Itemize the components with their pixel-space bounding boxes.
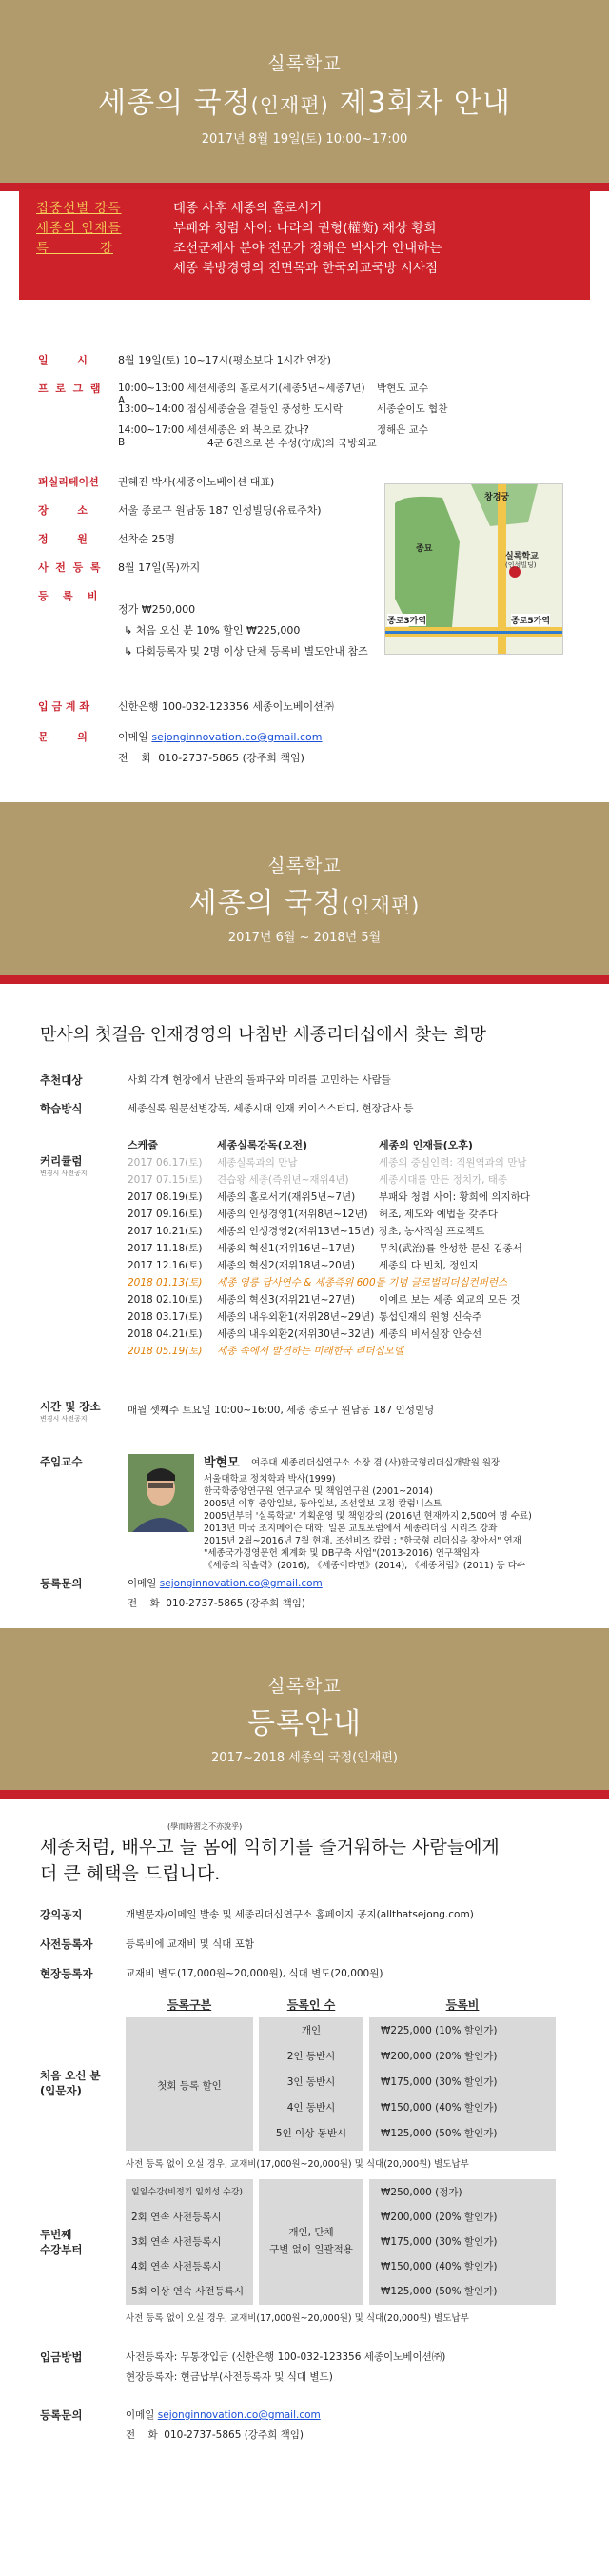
title-main: 세종의 국정 (188, 887, 343, 920)
fee-value: ₩175,000 (30% 할인가) (381, 2236, 498, 2248)
row-pm: 세종의 다 빈치, 정인지 (379, 1260, 479, 1271)
highlight-value: 부패와 청렴 사이: 나라의 권형(權衡) 재상 황희 (173, 221, 437, 236)
section-label: 강의공지 (40, 1908, 83, 1921)
info-label: 프 로 그 램 (38, 383, 101, 395)
time-note: 변경시 사전공지 (40, 1415, 88, 1423)
second-label-sub: 수강부터 (40, 2243, 83, 2256)
table-row (128, 1190, 531, 1204)
count-cell: 개인 (301, 2025, 322, 2036)
section-label: 등록문의 (40, 1577, 83, 1590)
kind-cell: 2회 연속 사전등록시 (131, 2212, 222, 2223)
row-date: 2017 06.17(토) (128, 1157, 203, 1169)
info-value: 서울 종로구 원남동 187 인성빌딩(유료주차) (118, 504, 322, 517)
table-row (128, 1207, 531, 1221)
section-label: 학습방식 (40, 1102, 83, 1115)
title-main: 세종의 국정 (98, 87, 251, 120)
section-label: 추천대상 (40, 1073, 83, 1087)
email-link[interactable]: sejonginnovation.co@gmail.com (151, 731, 323, 743)
row-date: 2017 08.19(토) (128, 1191, 203, 1203)
professor-photo (128, 1454, 194, 1532)
fee-value: ₩225,000 (10% 할인가) (381, 2025, 498, 2036)
photo-graphic (128, 1454, 194, 1532)
highlight-value: 태종 사후 세종의 홀로서기 (173, 201, 323, 216)
fee-note: 사전 등록 없이 오실 경우, 교재비(17,000원~20,000원) 및 식대(20,000원) 별도납부 (126, 2159, 469, 2170)
title-paren: (인재편) (342, 895, 421, 917)
row-am: 세종의 인생경영1(재위8년~12년) (217, 1209, 368, 1220)
info-label: 퍼실리테이션 (38, 476, 99, 488)
table-header: 세종실록강독(오전) (217, 1139, 308, 1151)
fee-value: ₩150,000 (40% 할인가) (381, 2261, 498, 2272)
banner-title (0, 79, 609, 121)
reg-slogan: 세종처럼, 배우고 늘 몸에 익히기를 즐거워하는 사람들에게 (40, 1837, 500, 1858)
info-label: 입 금 계 좌 (38, 700, 89, 713)
table-row (128, 1344, 598, 1358)
count-cell: 5인 이상 동반시 (275, 2128, 347, 2139)
table-row (128, 1241, 531, 1255)
highlight-label (36, 259, 173, 279)
kind-cell: 일일수강(비정기 일회성 수강) (131, 2188, 244, 2197)
table-row (128, 1155, 531, 1170)
highlight-row (36, 239, 573, 259)
fee-note: ↳ 처음 오신 분 10% 할인 ₩225,000 (124, 624, 301, 637)
kind-cell: 4회 연속 사전등록시 (131, 2261, 222, 2272)
highlight-row (36, 219, 573, 239)
map-label: 종로3가역 (387, 614, 426, 626)
fee-value: ₩200,000 (20% 할인가) (381, 2051, 498, 2062)
table-row (128, 1327, 531, 1341)
info-value: 8월 19일(토) 10~17시(평소보다 1시간 연장) (118, 354, 331, 366)
bio-line: 서울대학교 정치학과 박사(1999) (204, 1474, 336, 1485)
second-count-sub: 구별 없이 일괄적용 (269, 2244, 353, 2255)
program-title: 4군 6진으로 본 수성(守成)의 국방외교 (207, 438, 377, 449)
row-am: 세종의 내우외환2(재위30년~32년) (217, 1328, 375, 1340)
row-am: 견습왕 세종(즉위년~재위4년) (217, 1174, 349, 1186)
reg-contact (126, 2408, 321, 2442)
count-cell: 4인 동반시 (286, 2102, 336, 2114)
email-prefix: 이메일 (128, 1578, 160, 1589)
kind-cell: 3회 연속 사전등록시 (131, 2236, 222, 2248)
table-row (128, 1258, 531, 1272)
row-date: 2017 09.16(토) (128, 1209, 203, 1220)
professor-title: 여주대 세종리더십연구소 소장 겸 (사)한국형리더십개발원 원장 (251, 1458, 501, 1468)
time-value: 매월 셋째주 토요일 10:00~16:00, 세종 종로구 원남동 187 인성빌딩 (128, 1405, 435, 1416)
info-prereg-row (38, 560, 200, 575)
row-date: 2018 01.13(토) (128, 1277, 203, 1288)
map-label: 창경궁 (484, 493, 510, 502)
banner-registration (0, 1628, 609, 1790)
section-label: 주임교수 (40, 1455, 83, 1468)
banner-date: 2017년 6월 ~ 2018년 5월 (227, 931, 382, 945)
table-row (128, 1224, 531, 1238)
banner-school-name: 실록학교 (267, 855, 342, 876)
map-label: 실록학교 (505, 552, 539, 561)
info-value: 선착순 25명 (118, 533, 175, 545)
bio-line: 2005년부터 '실록학교' 기획운영 및 책임강의 (2016년 현재까지 2,500여 명 수료) (204, 1511, 532, 1522)
program-time: 10:00~13:00 세션A (118, 383, 206, 406)
row-date: 2018 05.19(토) (128, 1346, 203, 1357)
row-pm: 세종의 중심인력: 직원역과의 만남 (379, 1157, 527, 1169)
count-cell: 3인 동반시 (286, 2076, 336, 2088)
reg-slogan: 더 큰 혜택을 드립니다. (40, 1863, 221, 1884)
map-label: (인성빌딩) (505, 561, 537, 569)
title-paren: (인재편) (250, 94, 329, 117)
banner-school-name: 실록학교 (267, 1676, 342, 1697)
program-title: 세종술을 곁들인 풍성한 도시락 (207, 403, 343, 415)
table-header: 스케쥴 (128, 1139, 158, 1151)
row-am: 세종의 혁신3(재위21년~27년) (217, 1294, 356, 1306)
program-item (118, 402, 447, 423)
row-pm: 세종시대를 만든 정치가, 태종 (379, 1174, 508, 1186)
first-label-sub: (입문자) (40, 2084, 82, 2097)
row-pm: 이예로 보는 세종 외교의 모든 것 (379, 1294, 521, 1306)
row-date: 2017 07.15(토) (128, 1174, 203, 1186)
curriculum-note: 변경시 사전공지 (40, 1170, 88, 1177)
highlight-value: 세종 북방경영의 진면목과 한국외교국방 시사점 (173, 261, 438, 276)
bio-line: 2015년 2월~2016년 7월 현재, 조선비즈 칼럼 : "한국형 리더십을 찾아서" 연재 (204, 1536, 521, 1546)
title-tail: 제3회차 안내 (328, 87, 511, 120)
program-item (118, 436, 447, 449)
notice-value: 개별문자/이메일 발송 및 세종리더십연구소 홈페이지 공지(allthatsejong.com) (126, 1909, 474, 1920)
info-facilitator-row (38, 474, 274, 489)
program-list (118, 381, 447, 449)
row-pm: 세종의 비서실장 안승선 (379, 1328, 482, 1340)
row-am: 세종의 인생경영2(재위13년~15년) (217, 1226, 375, 1237)
fee-note: 사전 등록 없이 오실 경우, 교재비(17,000원~20,000원) 및 식대(20,000원) 별도납부 (126, 2313, 469, 2324)
phone-number: 전 화 010-2737-5865 (강주희 책임) (128, 1598, 305, 1609)
row-am: 세종의 혁신2(재위18년~20년) (217, 1260, 356, 1271)
row-pm: 허조, 제도와 예법을 갖추다 (379, 1209, 498, 1220)
program-time: 13:00~14:00 점심 (118, 403, 206, 415)
row-am: 세종 속에서 발견하는 미래한국 리더십모델 (217, 1346, 403, 1357)
fee-value: ₩150,000 (40% 할인가) (381, 2102, 498, 2114)
row-am: 세종의 내우외환1(재위28년~29년) (217, 1311, 375, 1323)
fee-value: ₩200,000 (20% 할인가) (381, 2212, 498, 2223)
banner-school-name: 실록학교 (267, 53, 342, 74)
info-contact-row (38, 729, 322, 765)
course-slogan: 만사의 첫걸음 인재경영의 나침반 세종리더십에서 찾는 희망 (40, 1025, 487, 1045)
info-label: 장 소 (38, 504, 88, 517)
info-value: 권혜진 박사(세종이노베이션 대표) (118, 476, 275, 488)
highlight-value: 조선군제사 분야 전문가 정해은 박사가 안내하는 (173, 241, 442, 256)
table-header: 세종의 인재들(오후) (379, 1139, 473, 1151)
highlight-label: 특 강 (36, 241, 113, 256)
bio-line: 《세종의 적솔력》(2016), 《세종이라면》(2014), 《세종처럼》(2011) 등 다수 (204, 1561, 526, 1571)
table-header: 등록인 수 (286, 1998, 336, 2012)
bio-line: 한국학중앙연구원 연구교수 및 책임연구원 (2001~2014) (204, 1486, 433, 1497)
info-label: 정 원 (38, 533, 88, 545)
program-speaker: 정해은 교수 (377, 424, 429, 436)
second-label: 두번째 (40, 2228, 72, 2241)
table-row (128, 1172, 531, 1187)
highlight-row (36, 199, 573, 219)
curriculum-label (40, 1153, 88, 1178)
table-row (128, 1275, 598, 1289)
info-date-row (38, 352, 331, 367)
curriculum-title: 커리큘럼 (40, 1154, 83, 1168)
phone-number: 전 화 010-2737-5865 (강주희 책임) (118, 752, 304, 764)
highlight-row (36, 259, 573, 279)
map-graphic (385, 484, 563, 655)
banner-event (0, 0, 609, 183)
program-item (118, 381, 447, 406)
info-value: 8월 17일(목)까지 (118, 561, 201, 574)
pay-value: 사전등록자: 무통장입금 (신한은행 100-032-123356 세종이노베이션㈜) (126, 2351, 446, 2363)
row-date: 2017 10.21(토) (128, 1226, 203, 1237)
section-label: 등록문의 (40, 2409, 83, 2422)
program-time (118, 436, 207, 449)
section-label: 입금방법 (40, 2350, 83, 2364)
info-place-row (38, 502, 322, 518)
kind-cell: 5회 이상 연속 사전등록시 (131, 2286, 245, 2297)
onsite-value: 교재비 별도(17,000원~20,000원), 식대 별도(20,000원) (126, 1968, 383, 1979)
map-label: 종로5가역 (511, 614, 550, 626)
info-label: 등 록 비 (38, 590, 98, 602)
prereg-value: 등록비에 교재비 및 식대 포함 (126, 1938, 255, 1950)
first-label: 처음 오신 분 (40, 2069, 101, 2082)
banner-course (0, 802, 609, 975)
email-link[interactable]: sejonginnovation.co@gmail.com (157, 2409, 321, 2421)
fee-value: ₩250,000 (정가) (381, 2187, 462, 2198)
info-program-row (38, 381, 447, 449)
fee-value: ₩125,000 (50% 할인가) (381, 2128, 498, 2139)
info-label: 일 시 (38, 354, 88, 366)
banner-title (0, 879, 609, 921)
program-title: 세종은 왜 북으로 갔나? (207, 424, 309, 436)
bio-line: "세종국가경영문헌 체계화 및 DB구축 사업"(2013-2016) 연구책임자 (204, 1548, 480, 1559)
info-capacity-row (38, 531, 175, 546)
professor-name: 박현모 (204, 1456, 240, 1470)
row-am: 세종의 혁신1(재위16년~17년) (217, 1243, 356, 1254)
table-row (128, 1309, 531, 1324)
fee-note: ↳ 다회등록자 및 2명 이상 단체 등록비 별도안내 참조 (124, 645, 368, 658)
repeat-label (40, 2227, 82, 2257)
program-speaker: 세종술이도 협찬 (377, 403, 448, 415)
ruby-text: (學而時習之不亦說乎) (167, 1822, 243, 1831)
row-pm: 통섭인재의 원형 신숙주 (379, 1311, 482, 1323)
info-label: 사 전 등 록 (38, 561, 101, 574)
table-header: 등록비 (445, 1998, 480, 2012)
second-count: 개인, 단체 (288, 2227, 334, 2238)
email-link[interactable]: sejonginnovation.co@gmail.com (159, 1578, 323, 1589)
row-am: 세종실록과의 만남 (217, 1157, 298, 1169)
method-value: 세종실록 원문선별강독, 세종시대 인재 케이스스터디, 현장답사 등 (128, 1103, 414, 1114)
first-timer-label (40, 2068, 101, 2098)
phone-number: 전 화 010-2737-5865 (강주희 책임) (126, 2429, 304, 2441)
session-highlight-box (19, 189, 590, 300)
program-speaker: 박현모 교수 (377, 383, 429, 394)
row-pm: 부패와 청렴 사이: 황희에 의지하다 (379, 1191, 530, 1203)
fee-value: ₩175,000 (30% 할인가) (381, 2076, 498, 2088)
map-label: 종묘 (416, 544, 433, 554)
highlight-label: 집중선별 강독 (36, 201, 122, 216)
pay-value: 현장등록자: 현금납부(사전등록자 및 식대 별도) (126, 2371, 333, 2383)
program-time: 14:00~17:00 세션B (118, 424, 206, 448)
info-fee-row (38, 588, 368, 659)
row-am: 세종 영릉 답사연수 & 세종즉위 600돌 기념 글로벌리더십컨퍼런스 (217, 1277, 508, 1288)
row-date: 2018 04.21(토) (128, 1328, 203, 1340)
target-value: 사회 각계 현장에서 난관의 돌파구와 미래를 고민하는 사람들 (128, 1074, 391, 1086)
time-label (40, 1399, 101, 1424)
highlight-label: 세종의 인재들 (36, 221, 122, 236)
info-account-row (38, 698, 334, 714)
count-cell: 2인 동반시 (286, 2051, 336, 2062)
time-title: 시간 및 장소 (40, 1400, 101, 1413)
email-prefix: 이메일 (126, 2409, 158, 2421)
course-contact (128, 1576, 323, 1610)
banner-title: 등록안내 (247, 1707, 362, 1740)
program-title: 세종의 홀로서기(세종5년~세종7년) (207, 383, 365, 394)
banner-date: 2017~2018 세종의 국정(인재편) (211, 1751, 398, 1765)
divider (0, 975, 609, 984)
row-date: 2017 11.18(토) (128, 1243, 203, 1254)
row-pm: 장초, 농사직설 프로젝트 (379, 1226, 485, 1237)
location-map[interactable] (384, 483, 563, 655)
bio-line: 2005년 이후 중앙일보, 동아일보, 조선일보 고정 칼럼니스트 (204, 1499, 442, 1509)
table-header: 등록구분 (167, 1998, 212, 2012)
row-am: 세종의 홀로서기(재위5년~7년) (217, 1191, 356, 1203)
info-label: 문 의 (38, 731, 88, 743)
fee-price: 정가 ₩250,000 (118, 603, 196, 616)
row-date: 2018 02.10(토) (128, 1294, 203, 1306)
row-date: 2017 12.16(토) (128, 1260, 203, 1271)
divider (0, 1790, 609, 1799)
bio-line: 2013년 미국 조지메이슨 대학, 일본 교토포럼에서 세종리더십 시리즈 강좌 (204, 1524, 498, 1534)
row-date: 2018 03.17(토) (128, 1311, 203, 1323)
first-kind: 첫회 등록 할인 (157, 2080, 222, 2092)
banner-date: 2017년 8월 19일(토) 10:00~17:00 (201, 132, 408, 147)
fee-value: ₩125,000 (50% 할인가) (381, 2286, 498, 2297)
info-value: 신한은행 100-032-123356 세종이노베이션㈜ (118, 700, 334, 713)
row-pm: 무치(武治)를 완성한 문신 김종서 (379, 1243, 522, 1254)
section-label: 현장등록자 (40, 1967, 93, 1980)
table-row (128, 1292, 531, 1307)
email-prefix: 이메일 (118, 731, 152, 743)
section-label: 사전등록자 (40, 1937, 93, 1951)
